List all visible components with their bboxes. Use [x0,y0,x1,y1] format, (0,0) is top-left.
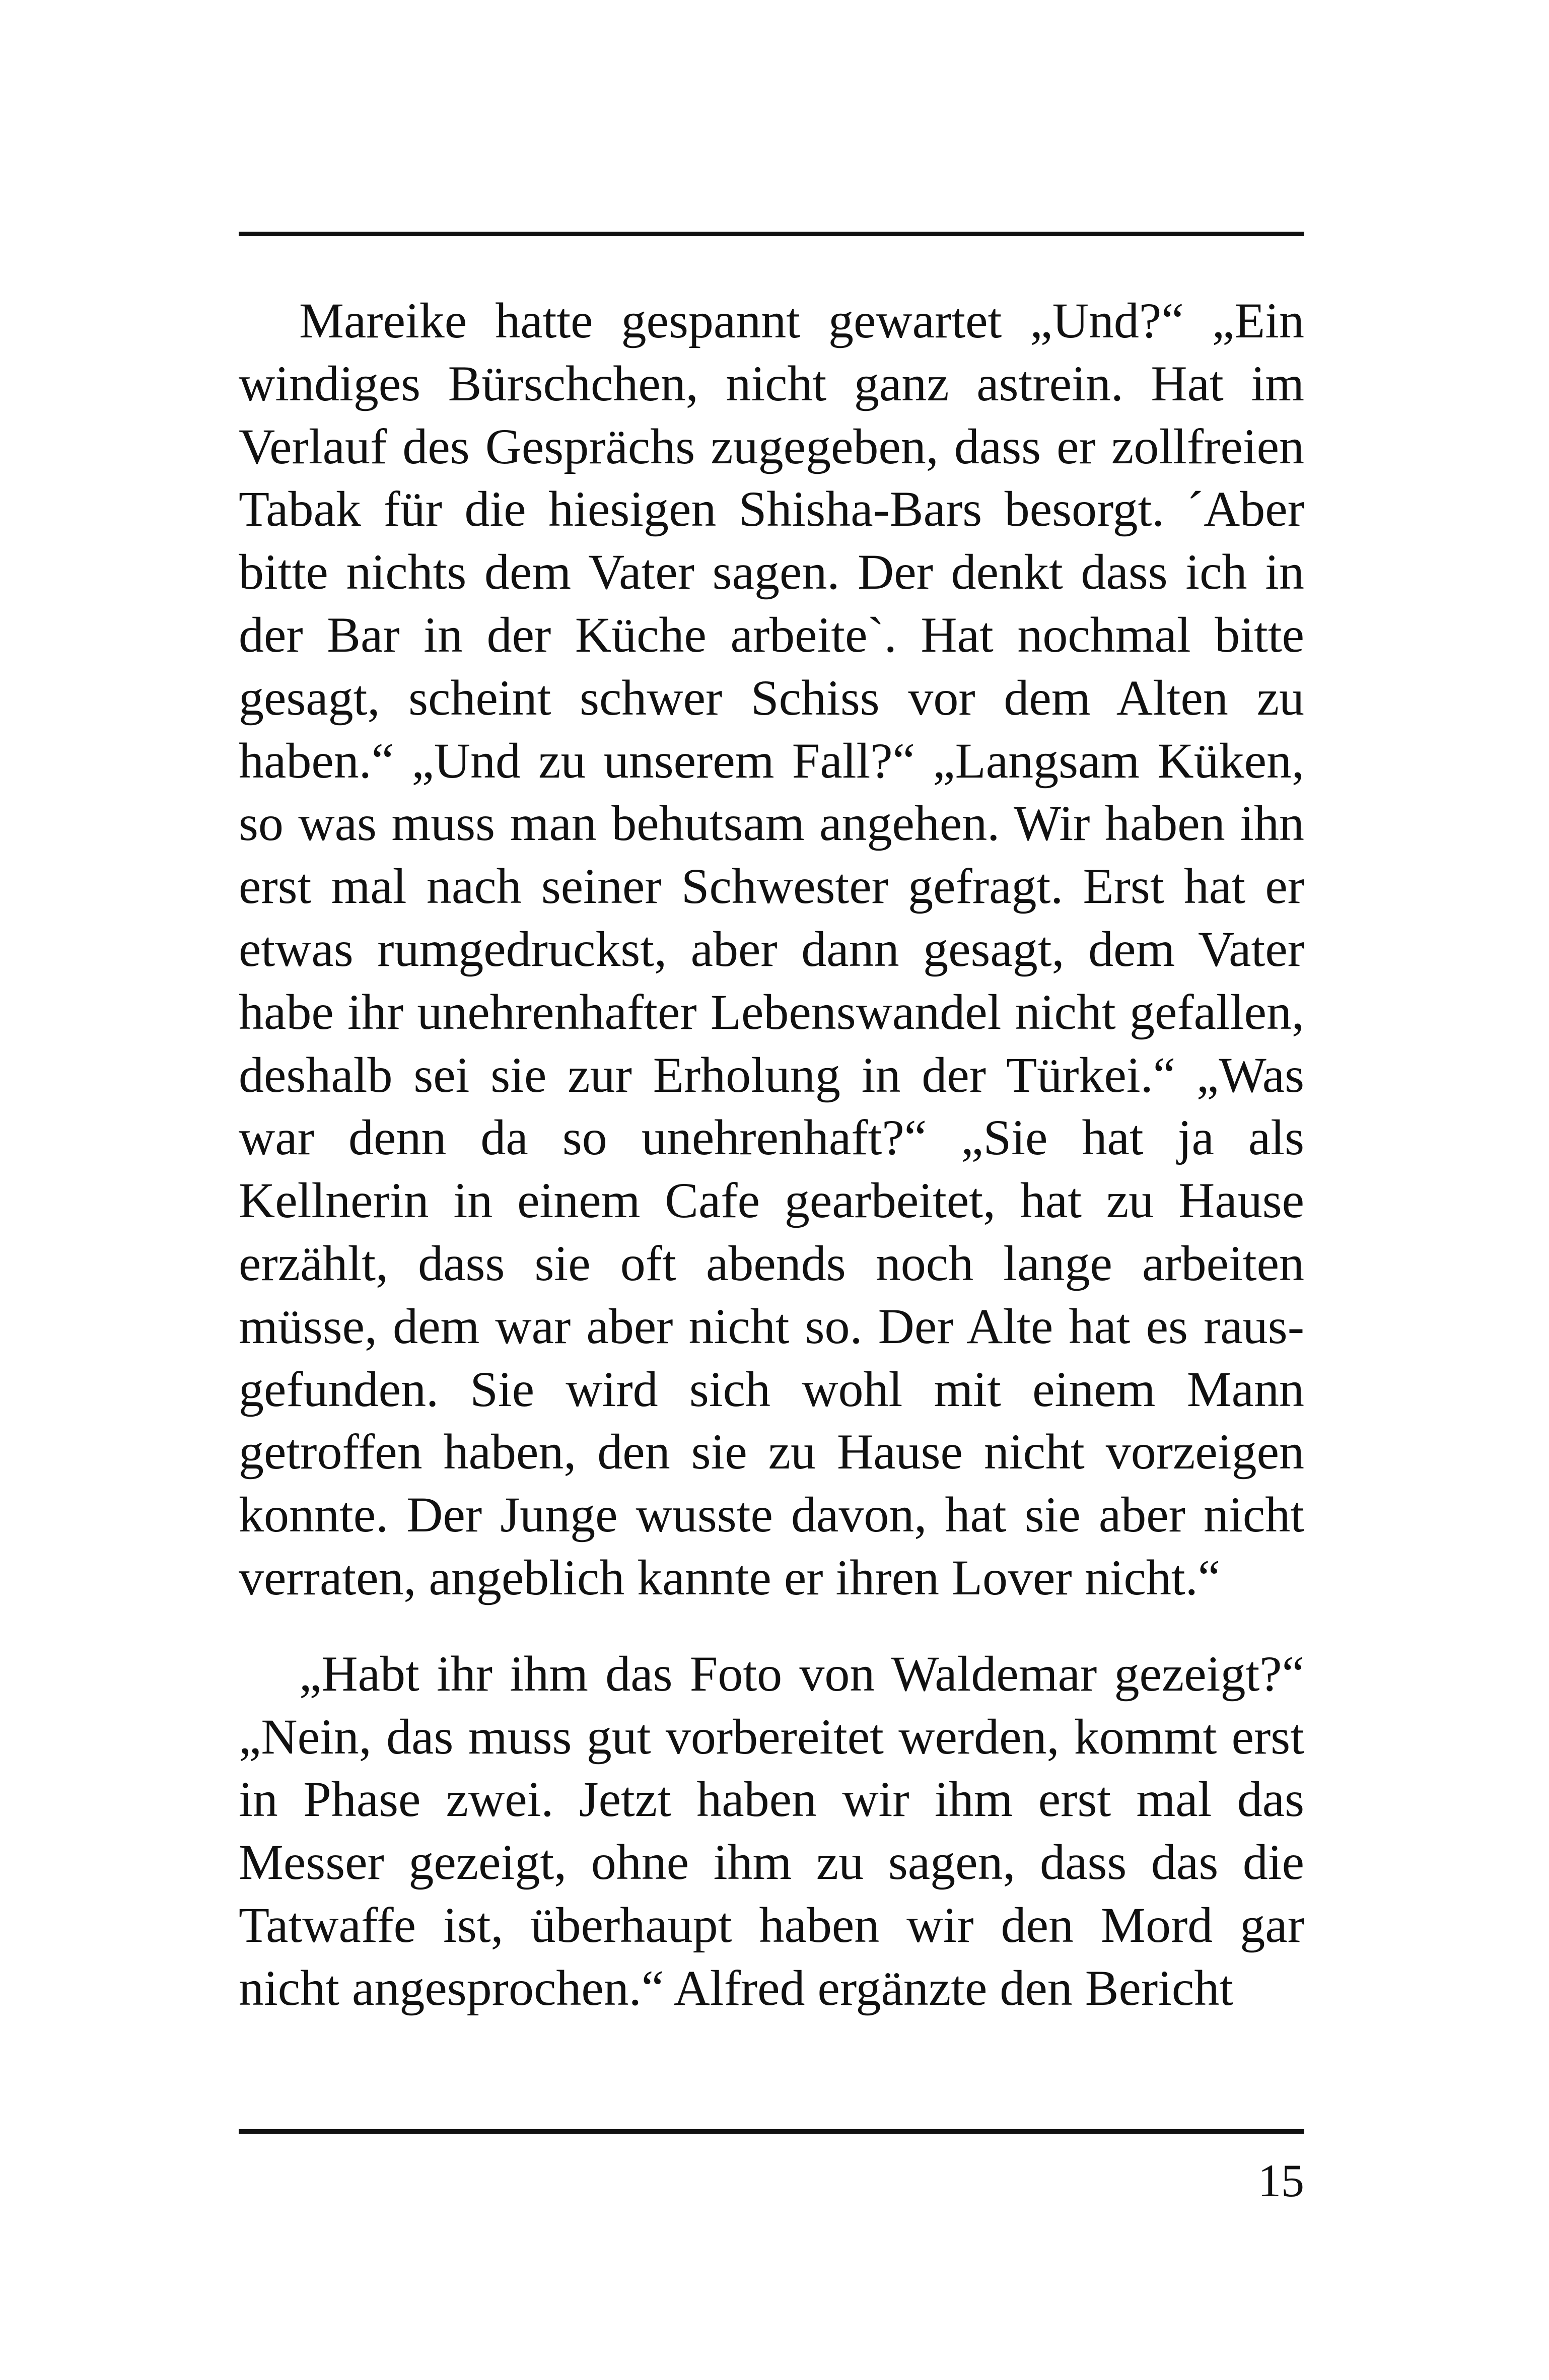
top-rule [239,232,1304,236]
paragraph-2: „Habt ihr ihm das Foto von Waldemar gezeigt?“ „Nein, das muss gut vorbereitet werden, kommt erst in Phase zwei. Jetzt haben wir ihm erst mal das Messer gezeigt, ohne ihm zu sagen, dass das die Tatwaffe ist, überhaupt haben wir den Mord gar nicht angesprochen.“ Alfred ergänzte den Bericht [239,1645,1304,2016]
page-number: 15 [1258,2155,1304,2206]
paragraph-1: Mareike hatte gespannt gewartet „Und?“ „Ein windiges Bürschchen, nicht ganz astrein. Hat im Verlauf des Gesprächs zugegeben, dass er zollfreien Tabak für die hiesigen Shisha-Bars besorgt. ´Aber bitte nichts dem Vater sagen. Der denkt dass ich in der Bar in der Küche arbeite`. Hat nochmal bitte gesagt, scheint schwer Schiss vor dem Alten zu haben.“ „Und zu unserem Fall?“ „Langsam Küken, so was muss man behutsam angehen. Wir haben ihn erst mal nach seiner Schwester gefragt. Erst hat er etwas rumgedruckst, aber dann gesagt, dem Vater habe ihr unehrenhafter Lebenswandel nicht gefallen, deshalb sei sie zur Erholung in der Türkei.“ „Was war denn da so unehrenhaft?“ „Sie hat ja als Kellnerin in einem Cafe gearbeitet, hat zu Hause erzählt, dass sie oft abends noch lange arbeiten müsse, dem war aber nicht so. Der Alte hat es rausgefunden. Sie wird sich wohl mit einem Mann getroffen haben, den sie zu Hause nicht vorzeigen konnte. Der Junge wusste davon, hat sie aber nicht verraten, angeblich kannte er ihren Lover nicht.“ [239,293,1304,1605]
bottom-rule [239,2129,1304,2134]
body-text [239,290,1304,2020]
